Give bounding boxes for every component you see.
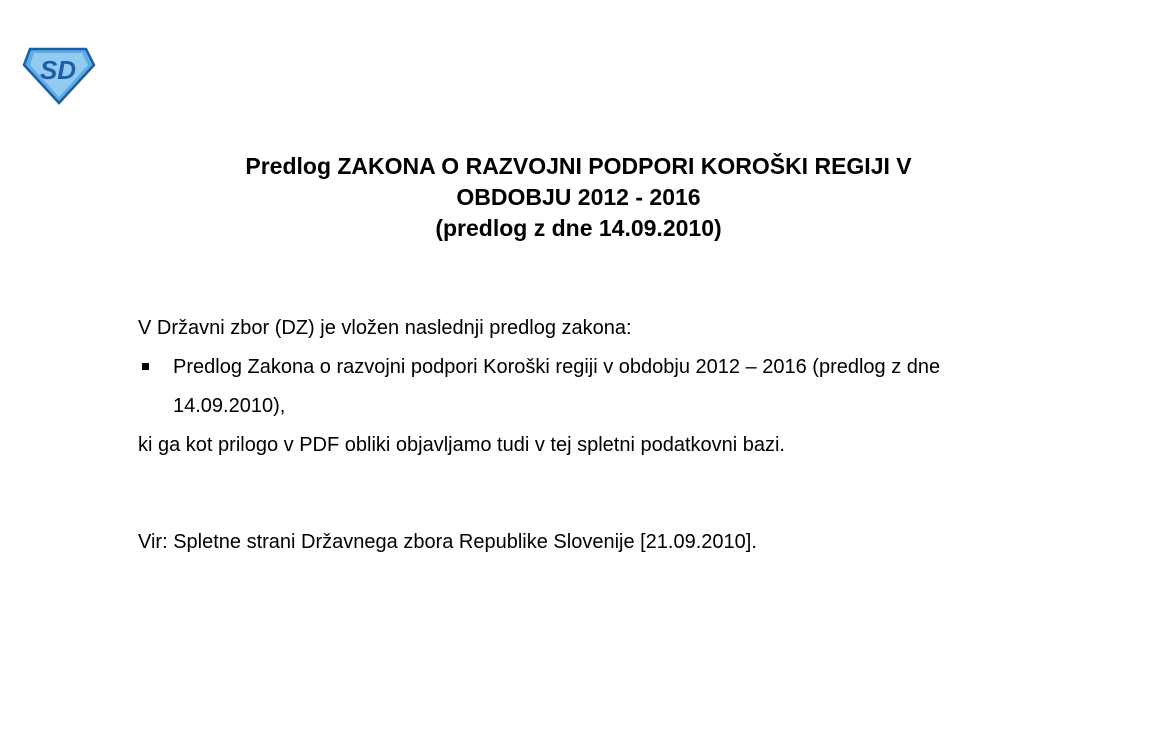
- document-title: [0, 151, 1157, 244]
- title-line-3: (predlog z dne 14.09.2010): [435, 215, 722, 241]
- list-item: [138, 348, 1058, 426]
- list-item-text: Predlog Zakona o razvojni podpori Koroški regiji v obdobju 2012 – 2016 (predlog z dne 14.09.2010),: [173, 356, 941, 417]
- intro-paragraph: V Državni zbor (DZ) je vložen naslednji predlog zakona:: [138, 317, 632, 339]
- title-line-2: OBDOBJU 2012 - 2016: [456, 184, 701, 210]
- source-note: Vir: Spletne strani Državnega zbora Republike Slovenije [21.09.2010].: [138, 531, 757, 553]
- title-line-1: Predlog ZAKONA O RAZVOJNI PODPORI KOROŠKI REGIJI V: [245, 153, 912, 179]
- outro-paragraph: ki ga kot prilogo v PDF obliki objavljamo tudi v tej spletni podatkovni bazi.: [138, 434, 785, 456]
- logo-lettering: SD: [39, 55, 77, 85]
- sd-shield-logo-icon: [22, 47, 96, 105]
- document-body: [138, 309, 1058, 562]
- square-bullet-icon: [142, 363, 149, 370]
